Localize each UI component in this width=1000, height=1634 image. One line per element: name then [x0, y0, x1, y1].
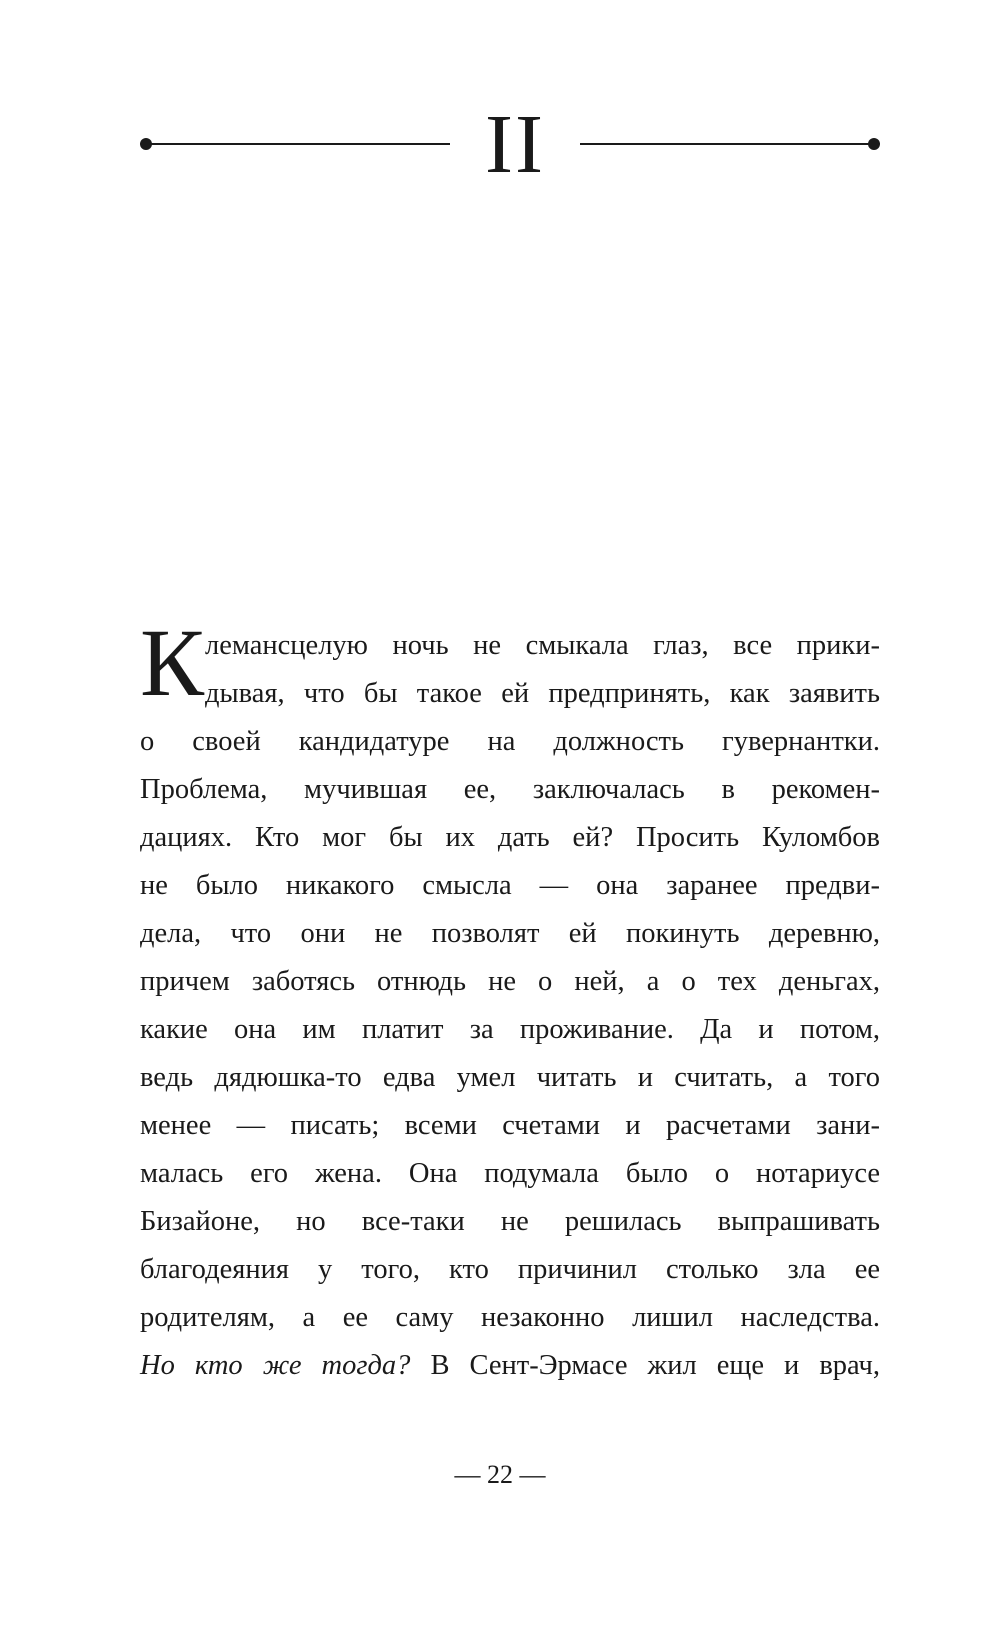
- text-line-13: Бизайоне, но все-таки не решилась выпрашивать: [140, 1206, 880, 1237]
- text-line-4: Проблема, мучившая ее, заключалась в рекомен-: [140, 774, 880, 805]
- ornament-rule-right: [580, 143, 872, 145]
- text-line-1: лемансцелую ночь не смыкала глаз, все прики-: [205, 630, 880, 661]
- ornament-dot-right: [868, 138, 880, 150]
- body-text: [140, 609, 880, 1390]
- page-number: — 22 —: [454, 1460, 546, 1489]
- ornament-rule-left: [148, 143, 450, 145]
- text-line-10: ведь дядюшка-то едва умел читать и считать, а того: [140, 1062, 880, 1093]
- text-line-11: менее — писать; всеми счетами и расчетами зани-: [140, 1110, 880, 1141]
- text-line-16: [140, 1342, 880, 1390]
- chapter-numeral: II: [485, 98, 545, 191]
- text-line-9: какие она им платит за проживание. Да и потом,: [140, 1014, 880, 1045]
- text-line-3: о своей кандидатуре на должность гувернантки.: [140, 726, 880, 757]
- drop-cap: К: [140, 609, 205, 716]
- text-line-16-rest: В Сент-Эрмасе жил еще и врач,: [410, 1350, 880, 1381]
- text-line-8: причем заботясь отнюдь не о ней, а о тех деньгах,: [140, 966, 880, 997]
- text-line-14: благодеяния у того, кто причинил столько зла ее: [140, 1254, 880, 1285]
- text-line-5: дациях. Кто мог бы их дать ей? Просить Куломбов: [140, 822, 880, 853]
- text-line-2: дывая, что бы такое ей предпринять, как заявить: [205, 678, 880, 709]
- italic-question: Но кто же тогда?: [140, 1350, 411, 1381]
- text-line-15: родителям, а ее саму незаконно лишил наследства.: [140, 1302, 880, 1333]
- chapter-heading: [140, 100, 880, 190]
- text-line-6: не было никакого смысла — она заранее предви-: [140, 870, 880, 901]
- text-line-12: малась его жена. Она подумала было о нотариусе: [140, 1158, 880, 1189]
- text-line-7: дела, что они не позволят ей покинуть деревню,: [140, 918, 880, 949]
